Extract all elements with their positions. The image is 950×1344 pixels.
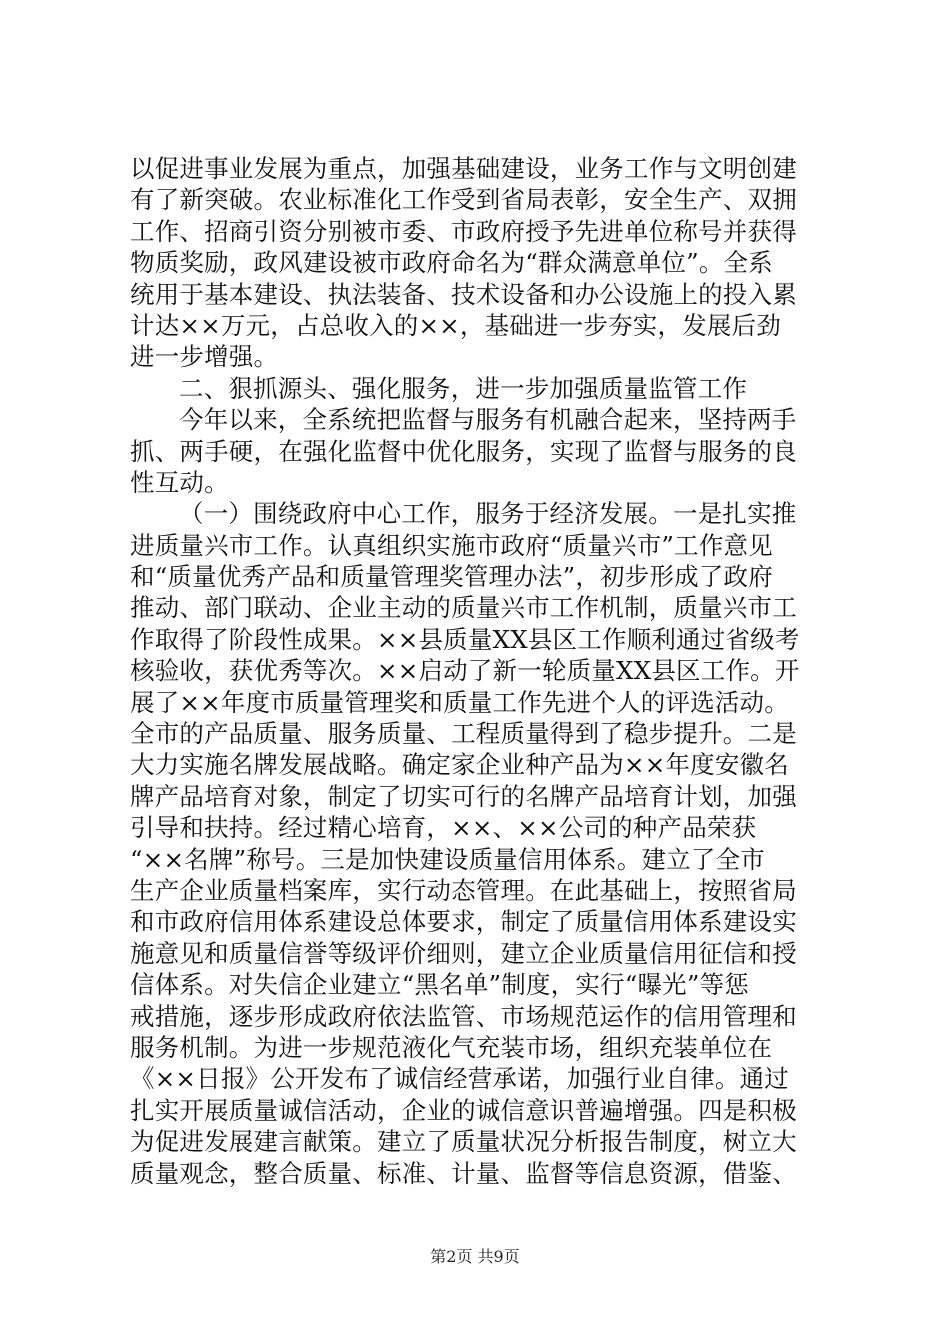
text-line: 统用于基本建设、执法装备、技术设备和办公设施上的投入累 [130, 279, 797, 309]
text-line: 信体系。对失信企业建立“黑名单”制度，实行“曝光”等惩 [130, 970, 749, 1000]
subsection-line: （一）围绕政府中心工作，服务于经济发展。一是扎实推 [179, 499, 797, 529]
text-line: 《××日报》公开发布了诚信经营承诺，加强行业自律。通过 [130, 1064, 789, 1094]
text-line: 推动、部门联动、企业主动的质量兴市工作机制，质量兴市工 [130, 593, 797, 623]
text-line: 全市的产品质量、服务质量、工程质量得到了稳步提升。二是 [130, 719, 797, 749]
text-line: 大力实施名牌发展战略。确定家企业种产品为××年度安徽名 [130, 750, 789, 780]
text-line: 戒措施，逐步形成政府依法监管、市场规范运作的信用管理和 [130, 1001, 797, 1031]
text-line: 今年以来，全系统把监督与服务有机融合起来，坚持两手 [179, 405, 797, 435]
text-line: 和市政府信用体系建设总体要求，制定了质量信用体系建设实 [130, 907, 797, 937]
text-line: 牌产品培育对象，制定了切实可行的名牌产品培育计划，加强 [130, 781, 797, 811]
text-line: 作取得了阶段性成果。××县质量XX县区工作顺利通过省级考 [130, 624, 800, 654]
text-line: 有了新突破。农业标准化工作受到省局表彰，安全生产、双拥 [130, 185, 797, 215]
body-text [130, 153, 830, 1189]
text-line: 进质量兴市工作。认真组织实施市政府“质量兴市”工作意见 [130, 530, 773, 560]
text-line: “××名牌”称号。三是加快建设质量信用体系。建立了全市 [130, 844, 766, 874]
page-number-footer: 第2页 共9页 [430, 1247, 520, 1266]
text-line: 计达××万元，占总收入的××，基础进一步夯实，发展后劲 [130, 310, 782, 340]
section-heading: 二、狠抓源头、强化服务，进一步加强质量监管工作 [179, 373, 748, 403]
text-line: 质量观念，整合质量、标准、计量、监督等信息资源，借鉴、 [130, 1158, 797, 1188]
text-line: 和“质量优秀产品和质量管理奖管理办法”，初步形成了政府 [130, 562, 773, 592]
text-line: 工作、招商引资分别被市委、市政府授予先进单位称号并获得 [130, 216, 797, 246]
text-line: 施意见和质量信誉等级评价细则，建立企业质量信用征信和授 [130, 938, 797, 968]
text-line: 生产企业质量档案库，实行动态管理。在此基础上，按照省局 [130, 875, 797, 905]
text-line: 服务机制。为进一步规范液化气充装市场，组织充装单位在 [130, 1032, 773, 1062]
text-line: 性互动。 [130, 467, 229, 497]
text-line: 引导和扶持。经过精心培育，××、××公司的种产品荣获 [130, 813, 757, 843]
text-line: 核验收，获优秀等次。××启动了新一轮质量XX县区工作。开 [130, 656, 800, 686]
text-line: 物质奖励，政风建设被市政府命名为“群众满意单位”。全系 [130, 248, 773, 278]
text-line: 以促进事业发展为重点，加强基础建设，业务工作与文明创建 [130, 154, 797, 183]
text-line: 为促进发展建言献策。建立了质量状况分析报告制度，树立大 [130, 1127, 797, 1157]
text-line: 进一步增强。 [130, 342, 279, 372]
text-line: 扎实开展质量诚信活动，企业的诚信意识普遍增强。四是积极 [130, 1095, 797, 1125]
text-line: 抓、两手硬，在强化监督中优化服务，实现了监督与服务的良 [130, 436, 797, 466]
text-line: 展了××年度市质量管理奖和质量工作先进个人的评选活动。 [130, 687, 789, 717]
